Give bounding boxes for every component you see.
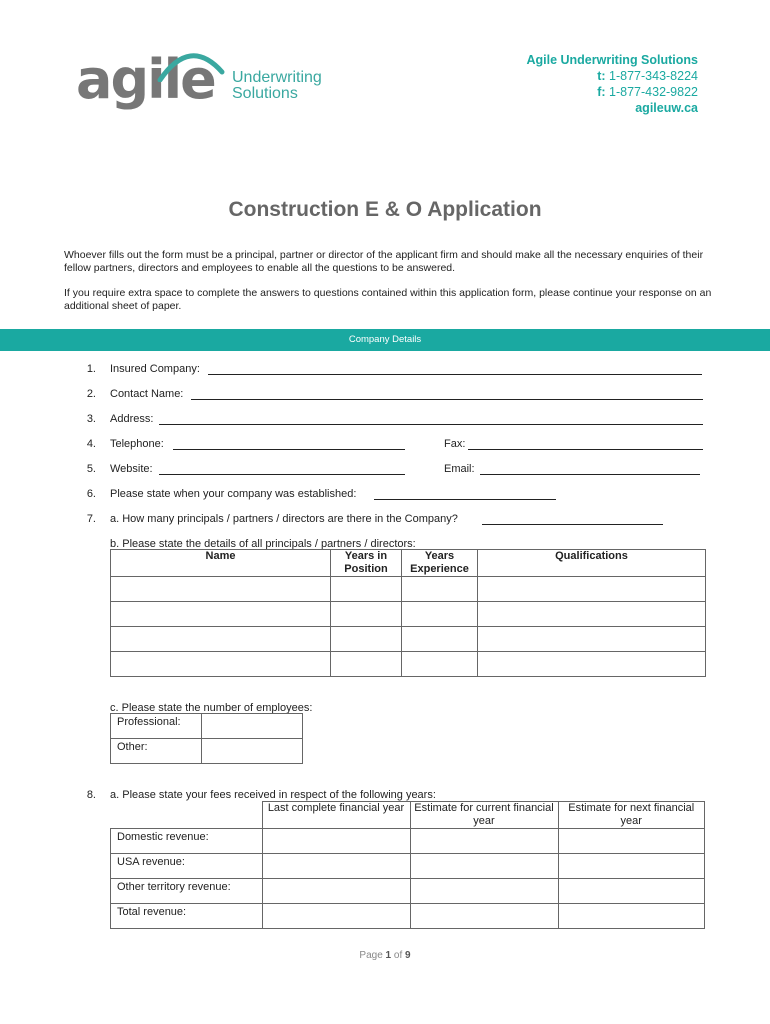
col-years-experience: Years Experience — [402, 550, 478, 577]
row-label: Domestic revenue: — [111, 829, 263, 854]
employees-professional-input[interactable] — [202, 714, 303, 739]
principals-table — [110, 549, 706, 677]
table-cell[interactable] — [410, 879, 558, 904]
col-name: Name — [111, 550, 331, 577]
q7c-label: c. Please state the number of employees: — [110, 702, 313, 714]
table-row — [111, 627, 706, 652]
footer-page: 1 — [385, 950, 392, 961]
table-row — [111, 829, 705, 854]
table-row — [111, 577, 706, 602]
section-header: Company Details — [0, 329, 770, 351]
tel-number: 1-877-343-8224 — [609, 69, 698, 83]
fax-field-label: Fax: — [444, 438, 466, 450]
employees-table — [110, 713, 303, 764]
table-cell[interactable] — [331, 652, 402, 677]
table-cell[interactable] — [262, 904, 410, 929]
q8a-label: a. Please state your fees received in respect of the following years: — [110, 789, 436, 801]
table-cell[interactable] — [111, 577, 331, 602]
table-cell[interactable] — [402, 652, 478, 677]
insured-company-field[interactable] — [208, 362, 702, 375]
q3-number: 3. — [86, 413, 96, 425]
col-last-year: Last complete financial year — [262, 802, 410, 829]
table-cell[interactable] — [558, 829, 705, 854]
address-field[interactable] — [159, 412, 703, 425]
q7a-label: a. How many principals / partners / directors are there in the Company? — [110, 513, 458, 525]
table-cell[interactable] — [402, 627, 478, 652]
intro-paragraph-2: If you require extra space to complete the answers to questions contained within this application form, please continue your response on an additional sheet of paper. — [64, 287, 712, 312]
email-field-label: Email: — [444, 463, 475, 475]
table-cell[interactable] — [262, 829, 410, 854]
website-field[interactable] — [159, 462, 405, 475]
table-cell[interactable] — [402, 602, 478, 627]
q5-label: Website: — [110, 463, 153, 475]
table-row — [111, 602, 706, 627]
table-cell[interactable] — [410, 904, 558, 929]
tel-label: t: — [597, 69, 606, 83]
table-row — [111, 854, 705, 879]
q3-label: Address: — [110, 413, 154, 425]
table-cell[interactable] — [478, 602, 706, 627]
q4-number: 4. — [86, 438, 96, 450]
table-cell[interactable] — [402, 577, 478, 602]
footer-of: of — [393, 950, 403, 961]
website-link[interactable]: agileuw.ca — [635, 101, 698, 115]
row-label: Other: — [111, 739, 202, 764]
contact-name-field[interactable] — [191, 387, 703, 400]
fax-number: 1-877-432-9822 — [609, 85, 698, 99]
logo-sub-line2: Solutions — [232, 85, 298, 102]
table-cell[interactable] — [331, 602, 402, 627]
row-label: Other territory revenue: — [111, 879, 263, 904]
table-row — [111, 879, 705, 904]
logo-sub-line1: Underwriting — [232, 69, 322, 86]
q2-number: 2. — [86, 388, 96, 400]
table-row — [111, 904, 705, 929]
table-cell[interactable] — [331, 627, 402, 652]
q5-number: 5. — [86, 463, 96, 475]
page-title: Construction E & O Application — [228, 198, 542, 221]
table-cell[interactable] — [111, 627, 331, 652]
telephone-field[interactable] — [173, 437, 405, 450]
employees-other-input[interactable] — [202, 739, 303, 764]
q8-number: 8. — [86, 789, 96, 801]
q1-number: 1. — [86, 363, 96, 375]
row-label: Total revenue: — [111, 904, 263, 929]
table-cell[interactable] — [262, 854, 410, 879]
principals-count-field[interactable] — [482, 512, 663, 525]
table-row — [111, 652, 706, 677]
logo-subtitle — [232, 70, 322, 102]
table-cell[interactable] — [558, 854, 705, 879]
table-cell[interactable] — [558, 879, 705, 904]
fax-field[interactable] — [468, 437, 703, 450]
q1-label: Insured Company: — [110, 363, 200, 375]
table-cell[interactable] — [111, 652, 331, 677]
q6-label: Please state when your company was established: — [110, 488, 357, 500]
col-current-year: Estimate for current financial year — [410, 802, 558, 829]
table-cell[interactable] — [111, 602, 331, 627]
q7b-label: b. Please state the details of all principals / partners / directors: — [110, 538, 416, 550]
col-qualifications: Qualifications — [478, 550, 706, 577]
logo-arc-icon — [150, 42, 230, 82]
contact-block — [526, 52, 698, 116]
logo-word: agile — [76, 48, 215, 111]
footer-total: 9 — [405, 950, 411, 961]
company-name: Agile Underwriting Solutions — [526, 53, 698, 67]
fees-table — [110, 801, 705, 929]
table-cell[interactable] — [410, 829, 558, 854]
intro-paragraph-1: Whoever fills out the form must be a principal, partner or director of the applicant firm and should make all the necessary enquiries of their fellow partners, directors and employees to enable all the questions to be answered. — [64, 249, 704, 274]
row-label: USA revenue: — [111, 854, 263, 879]
table-cell[interactable] — [331, 577, 402, 602]
email-field[interactable] — [480, 462, 700, 475]
table-cell[interactable] — [558, 904, 705, 929]
q6-number: 6. — [86, 488, 96, 500]
table-cell[interactable] — [410, 854, 558, 879]
footer-prefix: Page — [359, 950, 383, 961]
fax-label: f: — [597, 85, 606, 99]
table-cell[interactable] — [478, 577, 706, 602]
established-field[interactable] — [374, 487, 556, 500]
row-label: Professional: — [111, 714, 202, 739]
q4-label: Telephone: — [110, 438, 164, 450]
table-cell[interactable] — [262, 879, 410, 904]
page-footer — [0, 950, 770, 961]
table-cell[interactable] — [478, 627, 706, 652]
q7-number: 7. — [86, 513, 96, 525]
table-row — [111, 739, 303, 764]
table-cell[interactable] — [478, 652, 706, 677]
col-next-year: Estimate for next financial year — [558, 802, 705, 829]
table-row — [111, 714, 303, 739]
q2-label: Contact Name: — [110, 388, 184, 400]
col-years-position: Years in Position — [331, 550, 402, 577]
